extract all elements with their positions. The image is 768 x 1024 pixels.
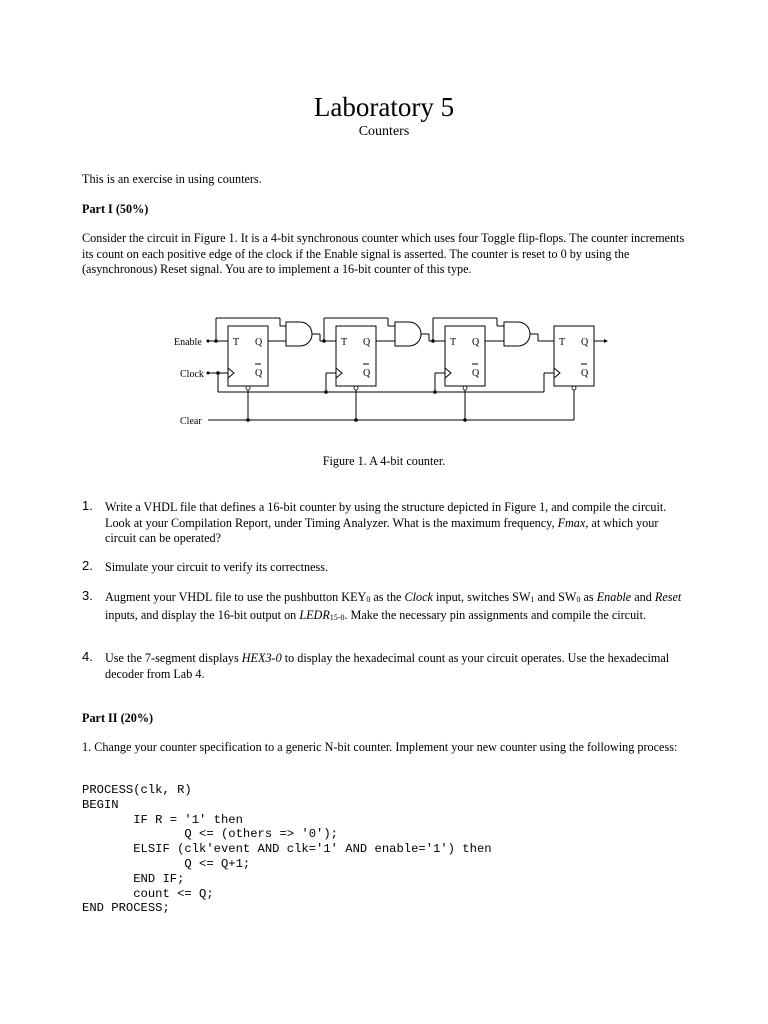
ff1-t-label: T: [233, 337, 240, 348]
ff3-qbar-label: Q: [472, 368, 480, 379]
list-number: 3.: [82, 588, 93, 603]
list-text: Simulate your circuit to verify its correctness.: [105, 560, 329, 574]
and-gate-3: [504, 322, 530, 346]
part1-heading: Part I (50%): [82, 202, 149, 216]
ff2-q-label: Q: [363, 337, 371, 348]
page-subtitle: Counters: [358, 124, 410, 139]
vhdl-code-block: PROCESS(clk, R) BEGIN IF R = '1' then Q <= (others => '0'); ELSIF (clk'event AND clk='1' AND enable='1') then Q <= Q+1; END IF; count <= Q; END PROCESS;: [82, 783, 492, 916]
list-number: 1.: [82, 498, 93, 513]
ff3-t-label: T: [450, 337, 457, 348]
clock-label: Clock: [180, 369, 204, 380]
ff3-q-label: Q: [472, 337, 480, 348]
ff4-qbar-label: Q: [581, 368, 589, 379]
list-text: Write a VHDL file that defines a 16-bit counter by using the structure depicted in Figure 1, and compile the circuit. Look at your Compilation Report, under Timing Analyzer. What is the maximum frequency, Fmax, at which your circuit can be operated?: [105, 500, 667, 545]
intro-paragraph: This is an exercise in using counters.: [82, 172, 262, 186]
counter-schematic: [168, 298, 618, 438]
figure-caption: Figure 1. A 4-bit counter.: [322, 454, 446, 468]
counter-circuit-figure: [168, 298, 618, 438]
and-gate-2: [395, 322, 421, 346]
part2-heading: Part II (20%): [82, 711, 154, 725]
list-text: Use the 7-segment displays HEX3-0 to display the hexadecimal count as your circuit operates. Use the hexadecimal decoder from Lab 4.: [105, 651, 670, 681]
list-number: 4.: [82, 649, 93, 664]
and-gate-1: [286, 322, 312, 346]
part2-paragraph: 1. Change your counter specification to a generic N-bit counter. Implement your new counter using the following process:: [82, 740, 678, 754]
page-title: Laboratory 5: [313, 92, 455, 122]
ff4-q-label: Q: [581, 337, 589, 348]
clear-label: Clear: [180, 416, 202, 427]
part1-paragraph: Consider the circuit in Figure 1. It is a 4-bit synchronous counter which uses four Toggle flip-flops. The counter increments its count on each positive edge of the clock if the Enable signal is asserted. The counter is reset to 0 by using the (asynchronous) Reset signal. You are to implement a 16-bit counter of this type.: [82, 231, 685, 276]
ff2-t-label: T: [341, 337, 348, 348]
list-number: 2.: [82, 558, 93, 573]
ff2-qbar-label: Q: [363, 368, 371, 379]
enable-label: Enable: [174, 337, 202, 348]
ff1-qbar-label: Q: [255, 368, 263, 379]
list-text: Augment your VHDL file to use the pushbutton $KEY_0$ as the Clock input, switches $SW_1$ and $SW_0$ as Enable and Reset inputs, and display the 16-bit output on $LEDR_{15-0}$. Make the necessary pin assignments and compile the circuit.: [105, 590, 682, 622]
ff4-t-label: T: [559, 337, 566, 348]
ff1-q-label: Q: [255, 337, 263, 348]
